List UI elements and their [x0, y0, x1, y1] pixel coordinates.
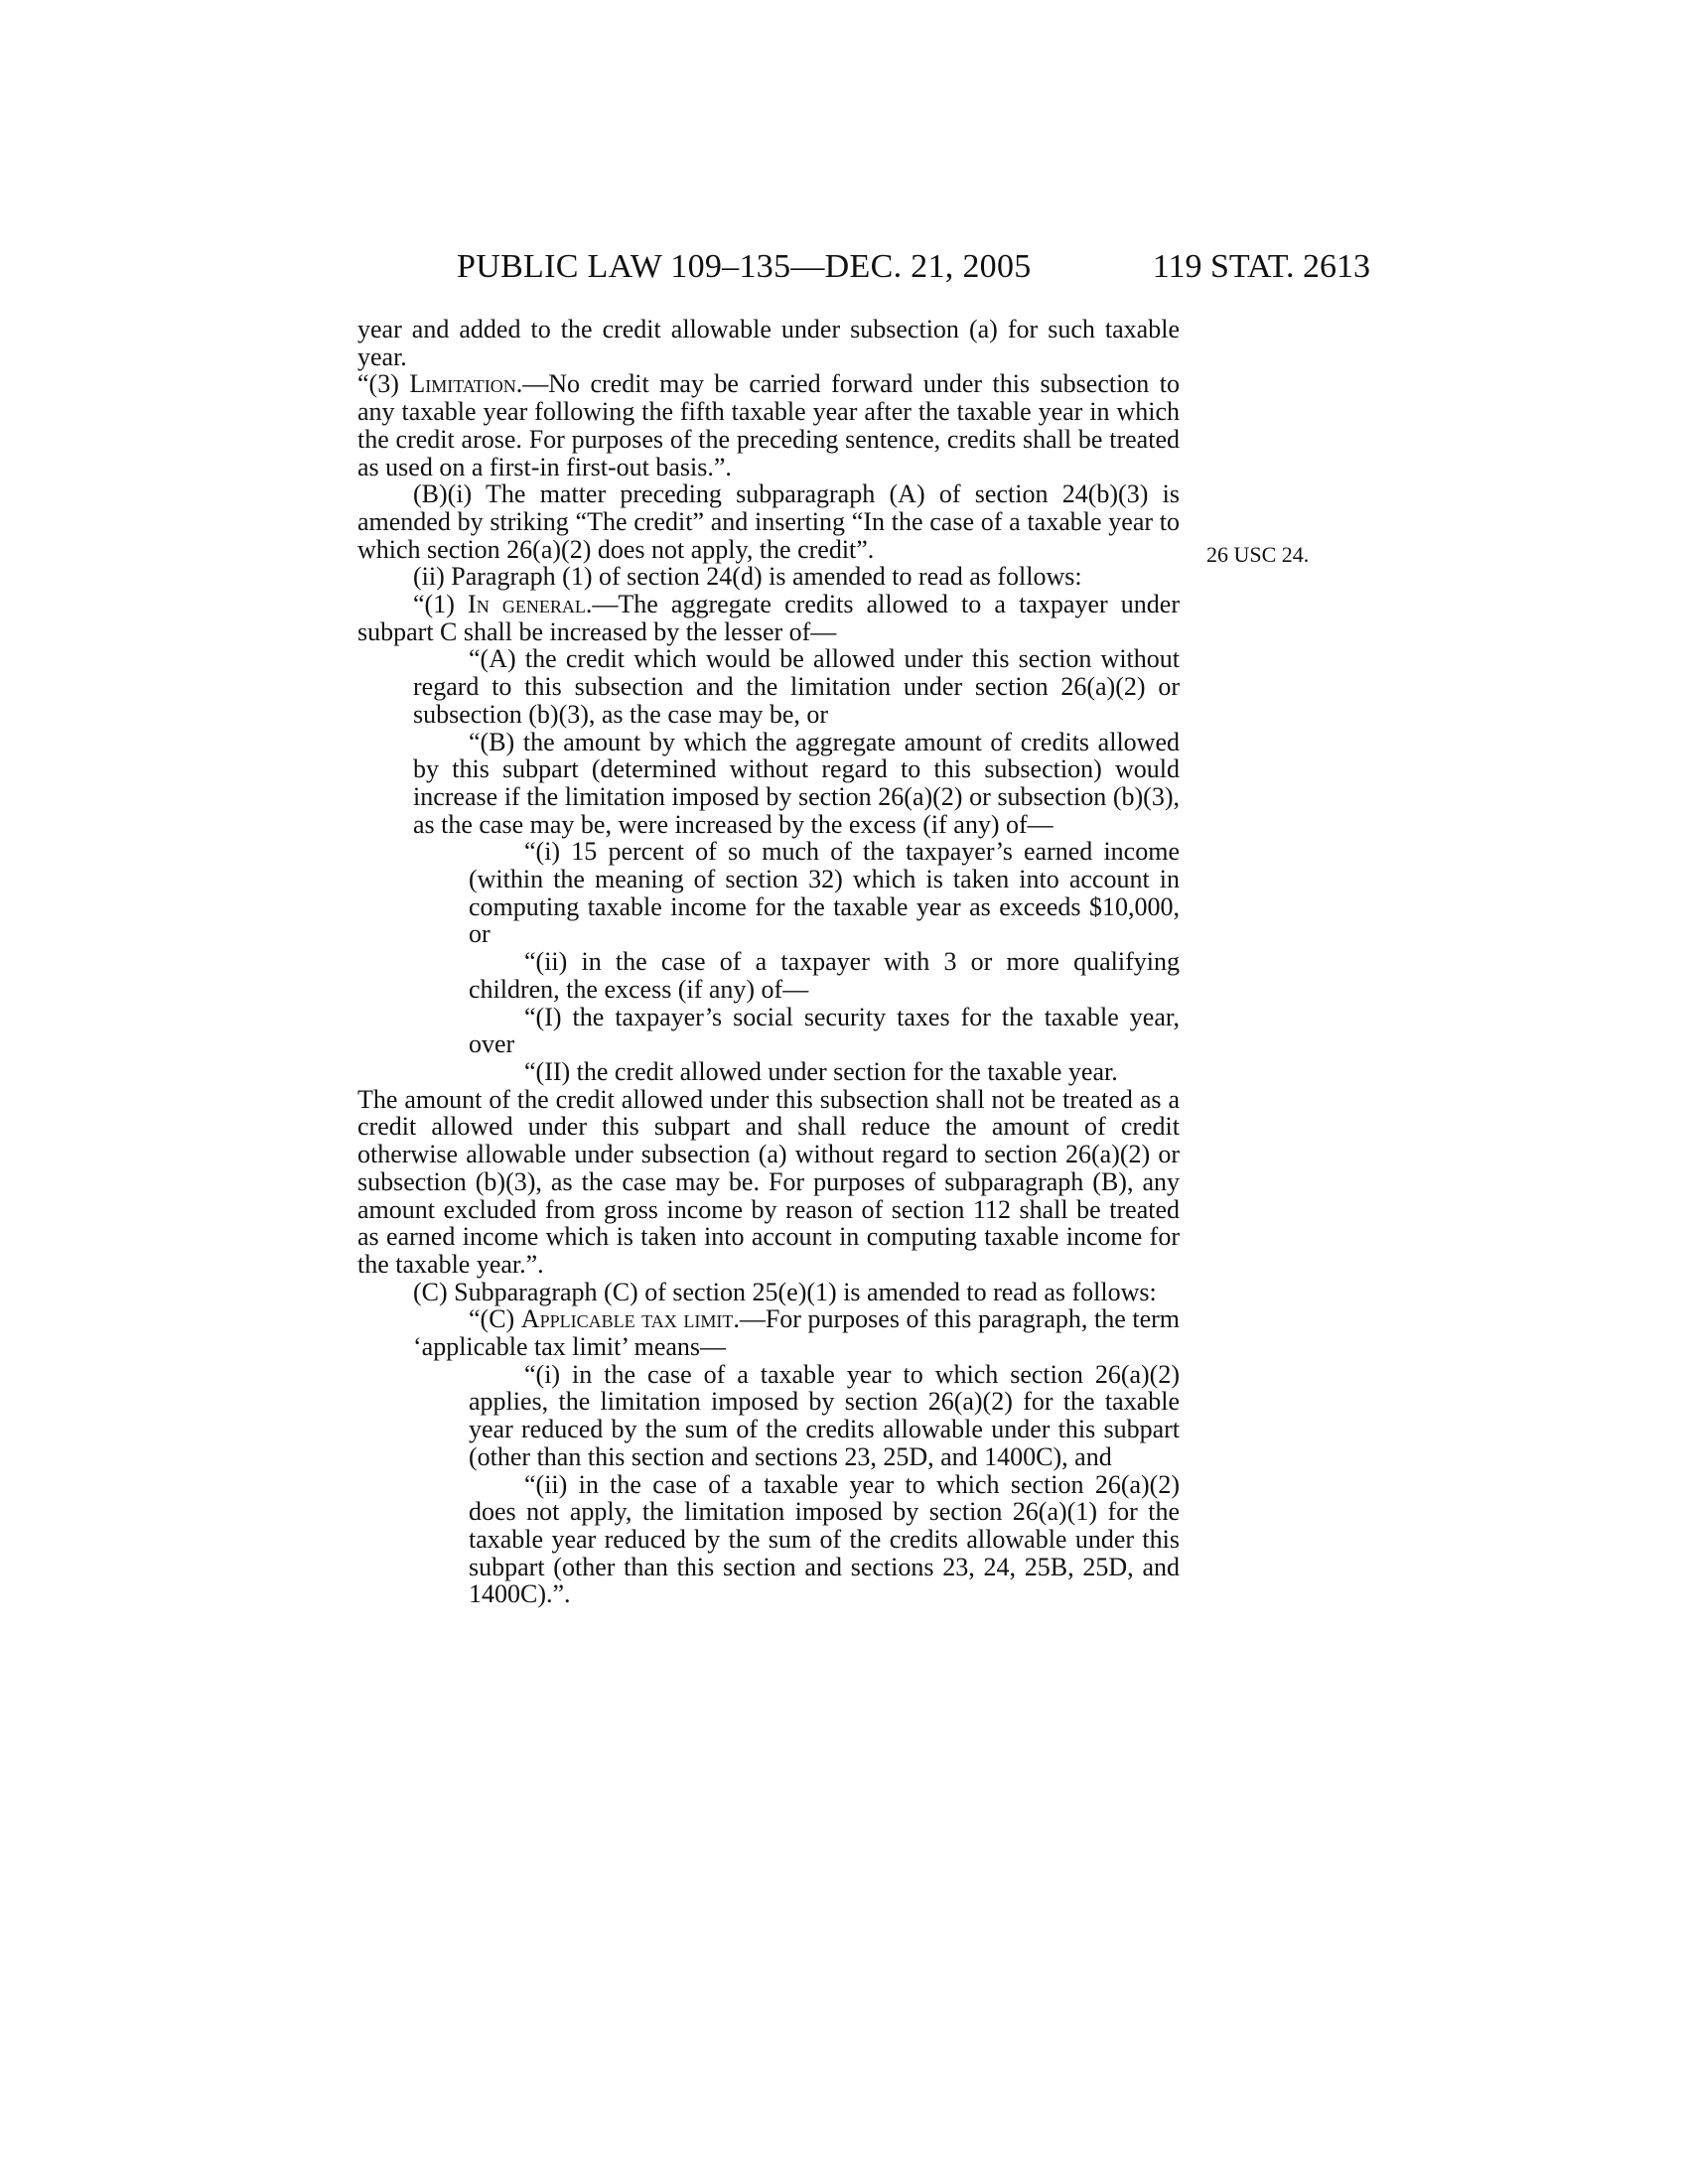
paragraph-limitation [357, 370, 1180, 480]
subparagraph: “(B) the amount by which the aggregate amount of credits allowed by this subpart (determined without regard to this subsection) would increase if the limitation imposed by section 26(a)(2) or subsection (b)(3), as the case may be, were increased by the excess (if any) of— [413, 727, 1180, 839]
paragraph-text: .—For purposes of this paragraph, the term ‘applicable tax limit’ means— [413, 1304, 1180, 1362]
paragraph: (C) Subparagraph (C) of section 25(e)(1) is amended to read as follows: [413, 1277, 1157, 1306]
subclause: “(II) the credit allowed under section for the taxable year. [524, 1056, 1118, 1086]
subparagraph: “(A) the credit which would be allowed under this section without regard to this subsection and the limitation under section 26(a)(2) or subsection (b)(3), as the case may be, or [413, 644, 1180, 729]
paragraph: The amount of the credit allowed under this subsection shall not be treated as a credit allowed under this subpart and shall reduce the amount of credit otherwise allowable under subsection (a) without regard to section 26(a)(2) or subsection (b)(3), as the case may be. For purposes of subparagraph (B), any amount excluded from gross income by reason of section 112 shall be treated as earned income which is taken into account in computing taxable income for the taxable year.”. [357, 1084, 1180, 1279]
running-header-title: PUBLIC LAW 109–135—DEC. 21, 2005 [457, 248, 1032, 285]
paragraph-text: .—The aggregate credits allowed to a taxpayer under subpart C shall be increased by the lesser of— [357, 590, 1180, 646]
clause: “(i) 15 percent of so much of the taxpayer’s earned income (within the meaning of section 32) which is taken into account in computing taxable income for the taxable year as exceeds $10,000, or [469, 837, 1180, 949]
paragraph-lead: “(3) [357, 369, 410, 399]
paragraph-text: .—No credit may be carried forward under this subsection to any taxable year following the fifth taxable year after the taxable year in which the credit arose. For purposes of the preceding sentence, credits shall be treated as used on a first-in first-out basis.”. [357, 369, 1181, 481]
paragraph: (ii) Paragraph (1) of section 24(d) is amended to read as follows: [413, 562, 1082, 592]
subclause: “(I) the taxpayer’s social security taxes for the taxable year, over [469, 1002, 1180, 1059]
running-header-page-number: 119 STAT. 2613 [1152, 248, 1370, 285]
paragraph-heading: Applicable tax limit [520, 1304, 734, 1334]
clause: “(ii) in the case of a taxable year to which section 26(a)(2) does not apply, the limitation imposed by section 26(a)(1) for the taxable year reduced by the sum of the credits allowable under this subpart (other than this section and sections 23, 24, 25B, 25D, and 1400C).”. [469, 1469, 1180, 1609]
paragraph-applicable-tax-limit [357, 1305, 1180, 1360]
paragraph-in-general [357, 591, 1180, 645]
paragraph-lead: “(C) [469, 1304, 521, 1334]
paragraph: (B)(i) The matter preceding subparagraph (A) of section 24(b)(3) is amended by striking “The credit” and inserting “In the case of a taxable year to which section 26(a)(2) does not apply, the credit”. [357, 479, 1180, 564]
clause: “(ii) in the case of a taxpayer with 3 or more qualifying children, the excess (if any) of— [469, 947, 1180, 1004]
paragraph: year and added to the credit allowable under subsection (a) for such taxable year. [357, 315, 1180, 371]
paragraph-heading: Limitation [409, 369, 516, 399]
paragraph-lead: “(1) [413, 590, 469, 619]
margin-citation: 26 USC 24. [1206, 542, 1310, 567]
body-text [357, 316, 1180, 1608]
paragraph-heading: In general [468, 590, 586, 619]
clause: “(i) in the case of a taxable year to which section 26(a)(2) applies, the limitation imposed by section 26(a)(2) for the taxable year reduced by the sum of the credits allowable under this subpart (other than this section and sections 23, 25D, and 1400C), and [469, 1359, 1180, 1471]
